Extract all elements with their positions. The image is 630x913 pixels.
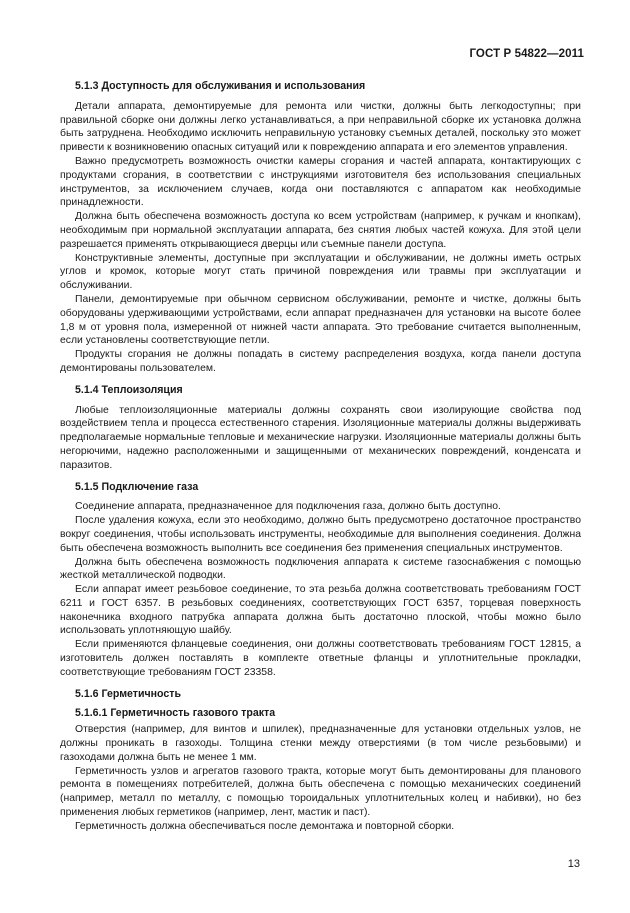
- paragraph: Герметичность узлов и агрегатов газового тракта, которые могут быть демонтированы для планового ремонта в помещениях потребителей, должна быть обеспечена с помощью механических соединений (например, металл по металлу, с помощью тороидальных уплотнительных колец и набивки), но без применения любых герметиков (например, лент, мастик и паст).: [60, 765, 581, 819]
- paragraph: Должна быть обеспечена возможность подключения аппарата к системе газоснабжения с помощью жесткой металлической подводки.: [60, 556, 581, 582]
- standard-header: ГОСТ Р 54822—2011: [469, 48, 584, 60]
- document-body: [60, 80, 581, 834]
- section-heading: 5.1.4 Теплоизоляция: [75, 383, 183, 396]
- paragraph: Если применяются фланцевые соединения, они должны соответствовать требованиям ГОСТ 12815, а изготовитель должен поставлять в комплекте ответные фланцы и уплотнительные прокладки, соответствующие требованиям ГОСТ 23358.: [60, 639, 581, 678]
- page-number: 13: [567, 858, 580, 870]
- paragraph: После удаления кожуха, если это необходимо, должно быть предусмотрено достаточное пространство вокруг соединения, чтобы использовать инструменты, необходимые для выполнения соединения. Должна быть обеспечена возможность выполнить все соединения без применения специальных инструментов.: [60, 515, 581, 554]
- section-heading: 5.1.6 Герметичность: [75, 687, 181, 700]
- subsection-heading: 5.1.6.1 Герметичность газового тракта: [75, 707, 276, 720]
- paragraph: Важно предусмотреть возможность очистки камеры сгорания и частей аппарата, контактирующих с продуктами сгорания, в соответствии с инструкциями изготовителя без использования специальных инструментов, за исключением случаев, когда они поставляются с аппаратом как необходимые принадлежности.: [60, 155, 581, 209]
- paragraph: Панели, демонтируемые при обычном сервисном обслуживании, ремонте и чистке, должны быть оборудованы удерживающими устройствами, если аппарат предназначен для установки на высоте более 1,8 м от уровня пола, измеренной от нижней части аппарата. Это требование считается выполненным, если установлены соответствующие петли.: [60, 293, 581, 347]
- paragraph: Герметичность должна обеспечиваться после демонтажа и повторной сборки.: [75, 820, 455, 832]
- paragraph: Любые теплоизоляционные материалы должны сохранять свои изолирующие свойства под воздействием тепла и процесса естественного старения. Изоляционные материалы должны выдерживать предполагаемые нормальные тепловые и механические нагрузки. Изоляционные материалы должны быть негорючими, надежно расположенными и защищенными от механических повреждений, конденсата и паразитов.: [60, 404, 581, 471]
- paragraph: Должна быть обеспечена возможность доступа ко всем устройствам (например, к ручкам и кнопкам), необходимым при нормальной эксплуатации аппарата, без снятия любых частей кожуха. Для этой цели разрешается применять открывающиеся дверцы или съемные панели доступа.: [60, 211, 581, 250]
- paragraph: Детали аппарата, демонтируемые для ремонта или чистки, должны быть легкодоступны; при правильной сборке они должны легко устанавливаться, а при неправильной сборке их установка должна быть затруднена. Необходимо исключить неправильную установку съемных деталей, поскольку это может привести к возникновению опасных ситуаций или к повреждению аппарата и его элементов управления.: [60, 100, 581, 154]
- paragraph: Если аппарат имеет резьбовое соединение, то эта резьба должна соответствовать требованиям ГОСТ 6211 и ГОСТ 6357. В резьбовых соединениях, соответствующих ГОСТ 6357, торцевая поверхность наконечника входного патрубка аппарата должна быть достаточно плоской, чтобы можно было использовать уплотняющую шайбу.: [60, 584, 581, 637]
- paragraph: Продукты сгорания не должны попадать в систему распределения воздуха, когда панели доступа демонтированы пользователем.: [60, 349, 581, 374]
- section-heading: 5.1.3 Доступность для обслуживания и использования: [75, 80, 366, 92]
- section-heading: 5.1.5 Подключение газа: [75, 480, 199, 493]
- paragraph: Конструктивные элементы, доступные при эксплуатации и обслуживании, не должны иметь острых углов и кромок, которые могут стать причиной повреждения или травмы при эксплуатации и обслуживании.: [60, 252, 581, 292]
- paragraph: Соединение аппарата, предназначенное для подключения газа, должно быть доступно.: [75, 501, 501, 513]
- paragraph: Отверстия (например, для винтов и шпилек), предназначенные для установки отдельных узлов, не должны проникать в газоходы. Толщина стенки между отверстиями (в том числе резьбовыми) и газоходами должна быть не менее 1 мм.: [60, 724, 581, 763]
